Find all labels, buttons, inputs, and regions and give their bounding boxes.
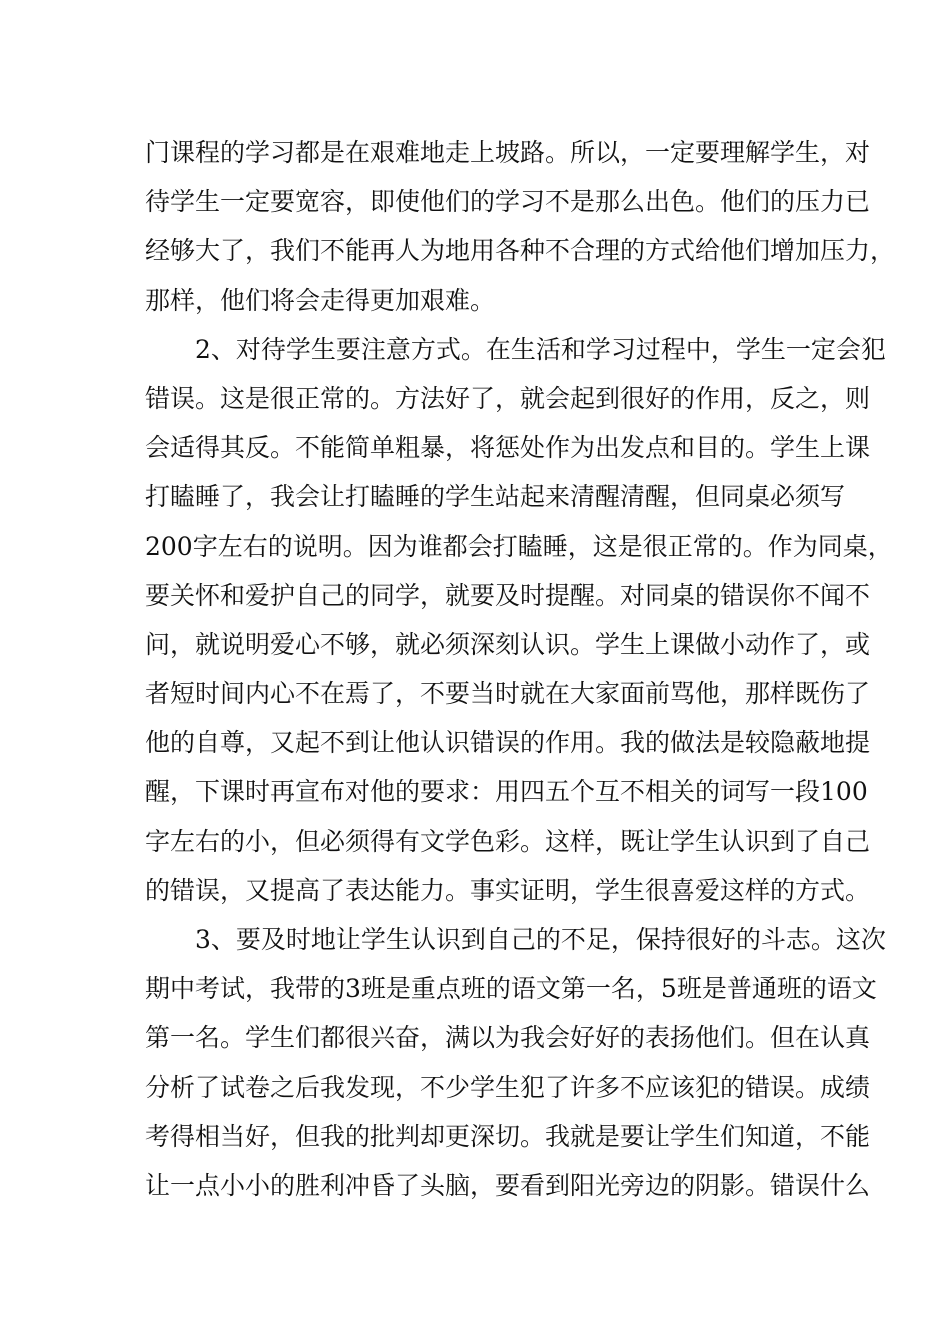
text-line-2: 待学生一定要宽容，即使他们的学习不是那么出色。他们的压力已 bbox=[145, 187, 871, 217]
text-line-22: 让一点小小的胜利冲昏了头脑，要看到阳光旁边的阴影。错误什么 bbox=[145, 1170, 871, 1200]
text-line-16: 的错误，又提高了表达能力。事实证明，学生很喜爱这样的方式。 bbox=[145, 875, 871, 905]
text-line-5: 2、对待学生要注意方式。在生活和学习过程中，学生一定会犯 bbox=[145, 334, 886, 364]
text-line-9: 200字左右的说明。因为谁都会打瞌睡，这是很正常的。作为同桌， bbox=[145, 531, 893, 561]
text-line-1: 门课程的学习都是在艰难地走上坡路。所以，一定要理解学生，对 bbox=[145, 138, 871, 167]
text-line-12: 者短时间内心不在焉了，不要当时就在大家面前骂他，那样既伤了 bbox=[145, 679, 871, 709]
text-line-21: 考得相当好，但我的批判却更深切。我就是要让学生们知道，不能 bbox=[145, 1121, 871, 1151]
text-line-20: 分析了试卷之后我发现，不少学生犯了许多不应该犯的错误。成绩 bbox=[145, 1072, 871, 1102]
text-line-19: 第一名。学生们都很兴奋，满以为我会好好的表扬他们。但在认真 bbox=[145, 1023, 871, 1053]
text-line-17: 3、要及时地让学生认识到自己的不足，保持很好的斗志。这次 bbox=[145, 925, 886, 954]
text-line-13: 他的自尊，又起不到让他认识错误的作用。我的做法是较隐蔽地提 bbox=[145, 728, 871, 758]
text-line-15: 字左右的小，但必须得有文学色彩。这样，既让学生认识到了自己 bbox=[145, 826, 871, 856]
text-line-4: 那样，他们将会走得更加艰难。 bbox=[145, 285, 496, 315]
text-line-14: 醒，下课时再宣布对他的要求：用四五个互不相关的词写一段100 bbox=[145, 777, 868, 807]
text-line-7: 会适得其反。不能简单粗暴，将惩处作为出发点和目的。学生上课 bbox=[145, 433, 871, 463]
text-line-10: 要关怀和爱护自己的同学，就要及时提醒。对同桌的错误你不闻不 bbox=[145, 580, 871, 610]
text-line-3: 经够大了，我们不能再人为地用各种不合理的方式给他们增加压力， bbox=[145, 236, 896, 266]
document-body bbox=[145, 128, 896, 1210]
text-line-6: 错误。这是很正常的。方法好了，就会起到很好的作用，反之，则 bbox=[145, 383, 871, 413]
text-line-8: 打瞌睡了，我会让打瞌睡的学生站起来清醒清醒，但同桌必须写 bbox=[145, 482, 846, 512]
text-line-18: 期中考试，我带的3班是重点班的语文第一名，5班是普通班的语文 bbox=[145, 974, 877, 1004]
text-line-11: 问，就说明爱心不够，就必须深刻认识。学生上课做小动作了，或 bbox=[145, 629, 871, 659]
